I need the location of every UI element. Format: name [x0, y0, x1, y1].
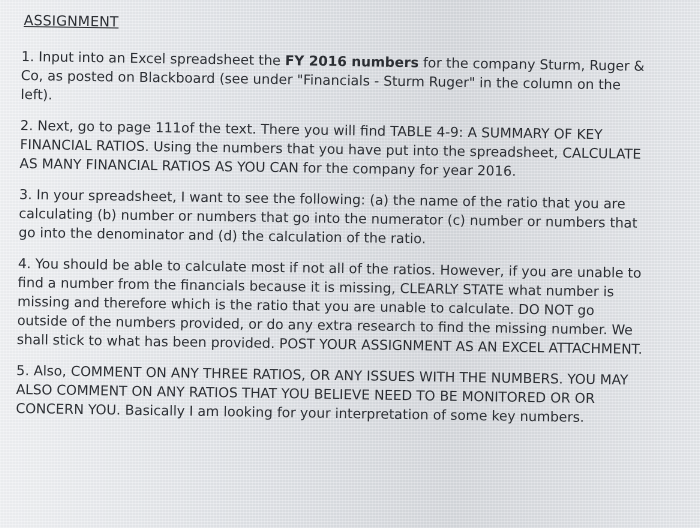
instruction-5: 5. Also, COMMENT ON ANY THREE RATIOS, OR ANY ISSUES WITH THE NUMBERS. YOU MAY ALSO COMMENT ON ANY RATIOS THAT YOU BELIEVE NEED TO BE MONITORED OR OR CONCERN YOU. Basically I am looking for your interpretation of some key numbers. — [15, 362, 629, 426]
instruction-1-bold-text: FY 2016 numbers — [284, 53, 419, 72]
instruction-3: 3. In your spreadsheet, I want to see the following: (a) the name of the ratio that you are calculating (b) number or numbers that go into the numerator (c) number or numbers that go into the denominator and (d) the calculation of the ratio. — [18, 186, 638, 248]
instruction-4: 4. You should be able to calculate most if not all of the ratios. However, if you are unable to find a number from the financials because it is missing, CLEARLY STATE what number is missing and therefore which is the ratio that you are unable to calculate. DO NOT go outside of the numbers provided, or do any extra research to find the missing number. We shall stick to what has been provided. POST YOUR ASSIGNMENT AS AN EXCEL ATTACHMENT. — [16, 255, 643, 358]
instruction-1-text-end: for the company Sturm, Ruger & Co, as posted on Blackboard (see under "Financials - Sturm Ruger" in the column on the left). — [20, 55, 645, 104]
assignment-heading: ASSIGNMENT — [23, 13, 119, 31]
instruction-2: 2. Next, go to page 111of the text. There you will find TABLE 4-9: A SUMMARY OF KEY FINANCIAL RATIOS. Using the numbers that you have put into the spreadsheet, CALCULATE AS MANY FINANCIAL RATIOS AS YOU CAN for the company for year 2016. — [19, 117, 642, 180]
instruction-1-text-start: 1. Input into an Excel spreadsheet the — [21, 48, 286, 70]
instruction-1 — [21, 48, 652, 115]
assignment-document — [15, 12, 662, 441]
